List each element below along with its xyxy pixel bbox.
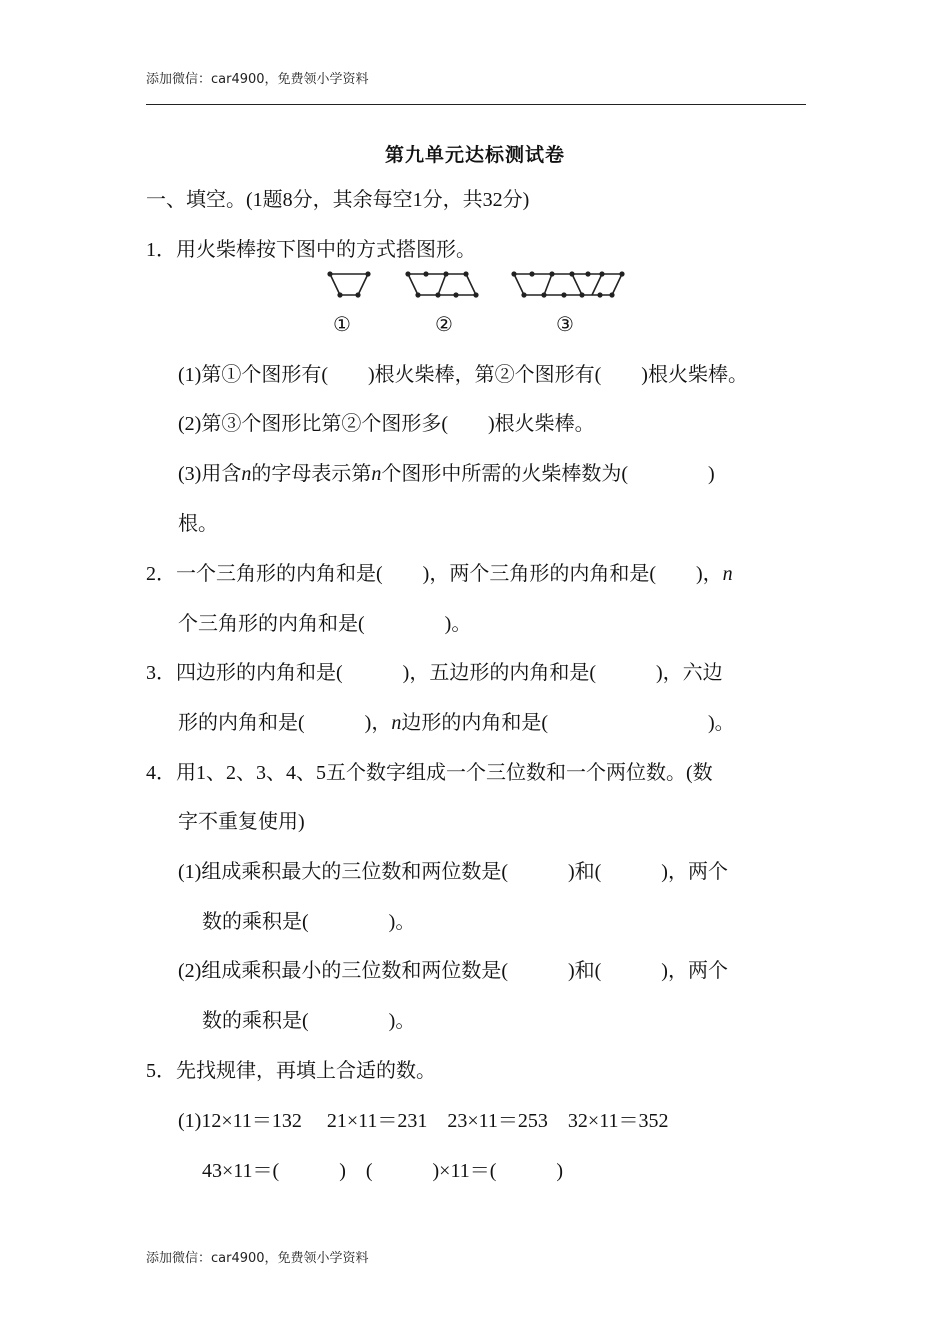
q3-line1: 3．四边形的内角和是( )，五边形的内角和是( )，六边 (146, 662, 723, 684)
q5-stem: 5．先找规律，再填上合适的数。 (146, 1060, 436, 1082)
q1-part3-b: 的字母表示第 (251, 463, 372, 485)
variable-n: n (391, 712, 402, 734)
figure-label-2: ② (435, 314, 453, 336)
q3-line2-b: 边形的内角和是( )。 (401, 712, 735, 734)
section-heading: 一、填空。(1题8分，其余每空1分，共32分) (146, 189, 530, 211)
q1-part3-end: 根。 (178, 513, 218, 535)
q2-line2: 个三角形的内角和是( )。 (178, 613, 472, 635)
q5-part1-b: 43×11＝( ) ( )×11＝( ) (202, 1160, 564, 1182)
matchstick-figures (320, 268, 640, 304)
page-title: 第九单元达标测试卷 (384, 145, 565, 166)
q4-part2-b: 数的乘积是( )。 (202, 1010, 416, 1032)
variable-n: n (722, 563, 733, 585)
variable-n: n (371, 463, 382, 485)
figure-label-1: ① (333, 314, 351, 336)
footer-note: 添加微信：car4900，免费领小学资料 (146, 1251, 369, 1266)
figure-3-trapezoids (512, 272, 624, 297)
q1-part3-c: 个图形中所需的火柴棒数为( ) (381, 463, 715, 485)
q4-line2: 字不重复使用) (178, 811, 305, 833)
q1-part1: (1)第①个图形有( )根火柴棒，第②个图形有( )根火柴棒。 (178, 364, 748, 386)
q1-part3-a: (3)用含 (178, 463, 242, 485)
q4-part2-a: (2)组成乘积最小的三位数和两位数是( )和( )，两个 (178, 960, 728, 982)
figure-2-trapezoids (406, 272, 478, 297)
q1-part3 (178, 461, 715, 487)
q1-part2: (2)第③个图形比第②个图形多( )根火柴棒。 (178, 413, 595, 435)
q4-part1-b: 数的乘积是( )。 (202, 911, 416, 933)
header-rule (146, 104, 806, 105)
q4-line1: 4．用1、2、3、4、5五个数字组成一个三位数和一个两位数。(数 (146, 762, 713, 784)
variable-n: n (241, 463, 252, 485)
q5-part1-a: (1)12×11＝132 21×11＝231 23×11＝253 32×11＝352 (178, 1110, 669, 1132)
q4-part1-a: (1)组成乘积最大的三位数和两位数是( )和( )，两个 (178, 861, 728, 883)
q3-line2 (178, 710, 735, 736)
q1-stem: 1．用火柴棒按下图中的方式搭图形。 (146, 239, 476, 261)
header-note: 添加微信：car4900，免费领小学资料 (146, 72, 369, 87)
figure-1-trapezoid (328, 272, 370, 297)
q2-line1 (146, 561, 733, 587)
q3-line2-a: 形的内角和是( )， (178, 712, 392, 734)
figure-label-3: ③ (556, 314, 574, 336)
q2-line1-text: 2．一个三角形的内角和是( )，两个三角形的内角和是( )， (146, 563, 723, 585)
